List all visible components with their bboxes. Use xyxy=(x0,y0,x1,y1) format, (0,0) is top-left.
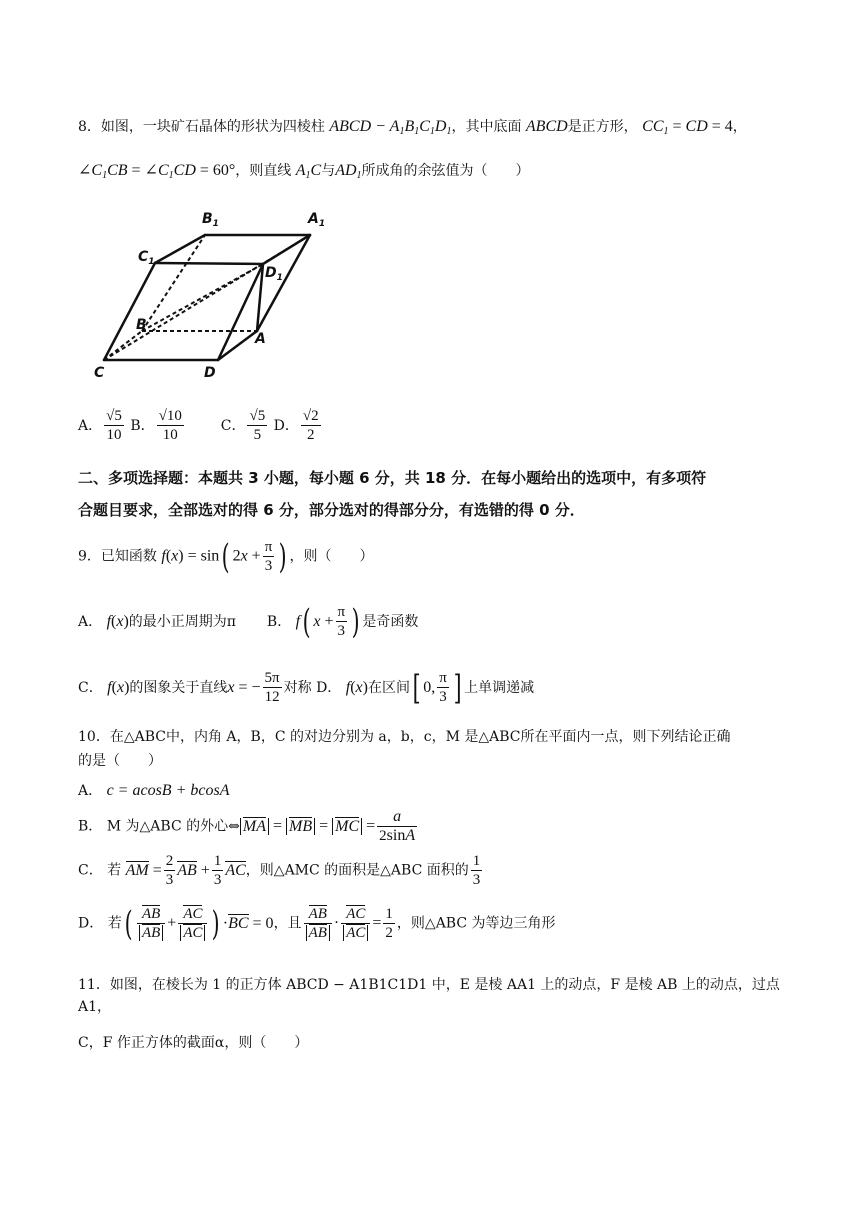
edge-C1-B1 xyxy=(155,235,205,263)
question-11: 11．如图，在棱长为 1 的正方体 ABCD − A1B1C1D1 中，E 是棱 AA1 上的动点，F 是棱 AB 上的动点，过点 A1， C，F 作正方体的截面α，则（ ） xyxy=(78,977,780,1051)
dashed-C-A1 xyxy=(104,235,310,360)
dashed-B-B1 xyxy=(142,235,205,331)
label-A1: $A_1$ xyxy=(308,211,326,229)
edge-C1-D1 xyxy=(155,263,263,264)
q10-option-b[interactable]: B． M 为△ABC 的外心⇔ MA = MB = MC = $\frac{a}{2\sin A}$ xyxy=(78,808,416,844)
question-10: 10．在△ABC中，内角 A，B，C 的对边分别为 a，b，c，M 是△ABC所在平面内一点，则下列结论正确 的是（ ） xyxy=(78,729,731,769)
q8-option-b[interactable]: B． $\frac{√10}{10}$ xyxy=(130,408,182,443)
q9-options-ab xyxy=(78,603,800,640)
label-A: A xyxy=(255,331,266,347)
question-8-line2: $\angle C_1CB$ = $\angle C_1CD = 60^\circ$，则直线 $A_1C$与$AD_1$所成角的余弦值为（ ） xyxy=(78,162,530,181)
label-C1: $C_1$ xyxy=(138,249,155,267)
q10-option-d[interactable]: D． 若( $\frac{AB}{AB}$ + $\frac{AC}{AC}$ ) ·BC = 0，且 $\frac{AB}{AB}$ · $\frac{AC}{AC}$ = $\frac{1}{2}$ ，则△ABC 为等边三角形 xyxy=(78,903,556,944)
q8-number: 8． xyxy=(78,119,101,135)
q8-option-d[interactable]: D． $\frac{√2}{2}$ xyxy=(273,408,319,443)
question-9: 9．已知函数 f(x) = sin( 2x + $\frac{\pi}{3}$ ) ，则（ ） xyxy=(78,536,374,577)
q9-option-b[interactable]: B． f( x + $\frac{\pi}{3}$ ) 是奇函数 xyxy=(266,601,419,642)
label-C: C xyxy=(94,365,105,381)
label-B1: $B_1$ xyxy=(202,211,219,229)
prism-name: ABCD − $A_1B_1C_1D_1$ xyxy=(329,118,452,137)
q9-options-cd xyxy=(78,669,800,706)
q10-option-c[interactable]: C． 若 AM = $\frac{2}{3}$ AB + $\frac{1}{3}$ AC，则△AMC 的面积是△ABC 面积的 $\frac{1}{3}$ xyxy=(78,853,481,888)
question-8: 8．如图，一块矿石晶体的形状为四棱柱 ABCD − $A_1B_1C_1D_1$，其中底面 ABCD是正方形， $CC_1$ = CD = 4， xyxy=(78,118,747,137)
q9-option-d[interactable]: D． f(x)在区间[ 0, $\frac{\pi}{3}$ ] 上单调递减 xyxy=(316,667,535,708)
q10-option-a[interactable]: A． c = acosB + bcosA xyxy=(78,782,230,799)
edge-A-A1 xyxy=(257,235,310,331)
dashed-B-D1 xyxy=(142,264,263,331)
q8-option-c[interactable]: C． $\frac{√5}{5}$ xyxy=(220,408,266,443)
q8-options xyxy=(78,407,800,444)
q8-option-a[interactable]: A． $\frac{√5}{10}$ xyxy=(78,408,122,443)
label-D1: $D_1$ xyxy=(265,265,283,283)
prism-figure xyxy=(90,205,350,385)
q9-option-c[interactable]: C． f(x)的图象关于直线x = − $\frac{5\pi}{12}$ 对称 xyxy=(78,670,312,705)
label-B: B xyxy=(136,317,147,333)
label-D: D xyxy=(204,365,216,381)
section-2-heading: 二、多项选择题：本题共 3 小题，每小题 6 分，共 18 分．在每小题给出的选项中，有多项符 合题目要求，全部选对的得 6 分，部分选对的得部分分，有选错的得 0 分． xyxy=(78,469,707,519)
q9-option-a[interactable]: A． f(x)的最小正周期为π xyxy=(78,612,236,630)
